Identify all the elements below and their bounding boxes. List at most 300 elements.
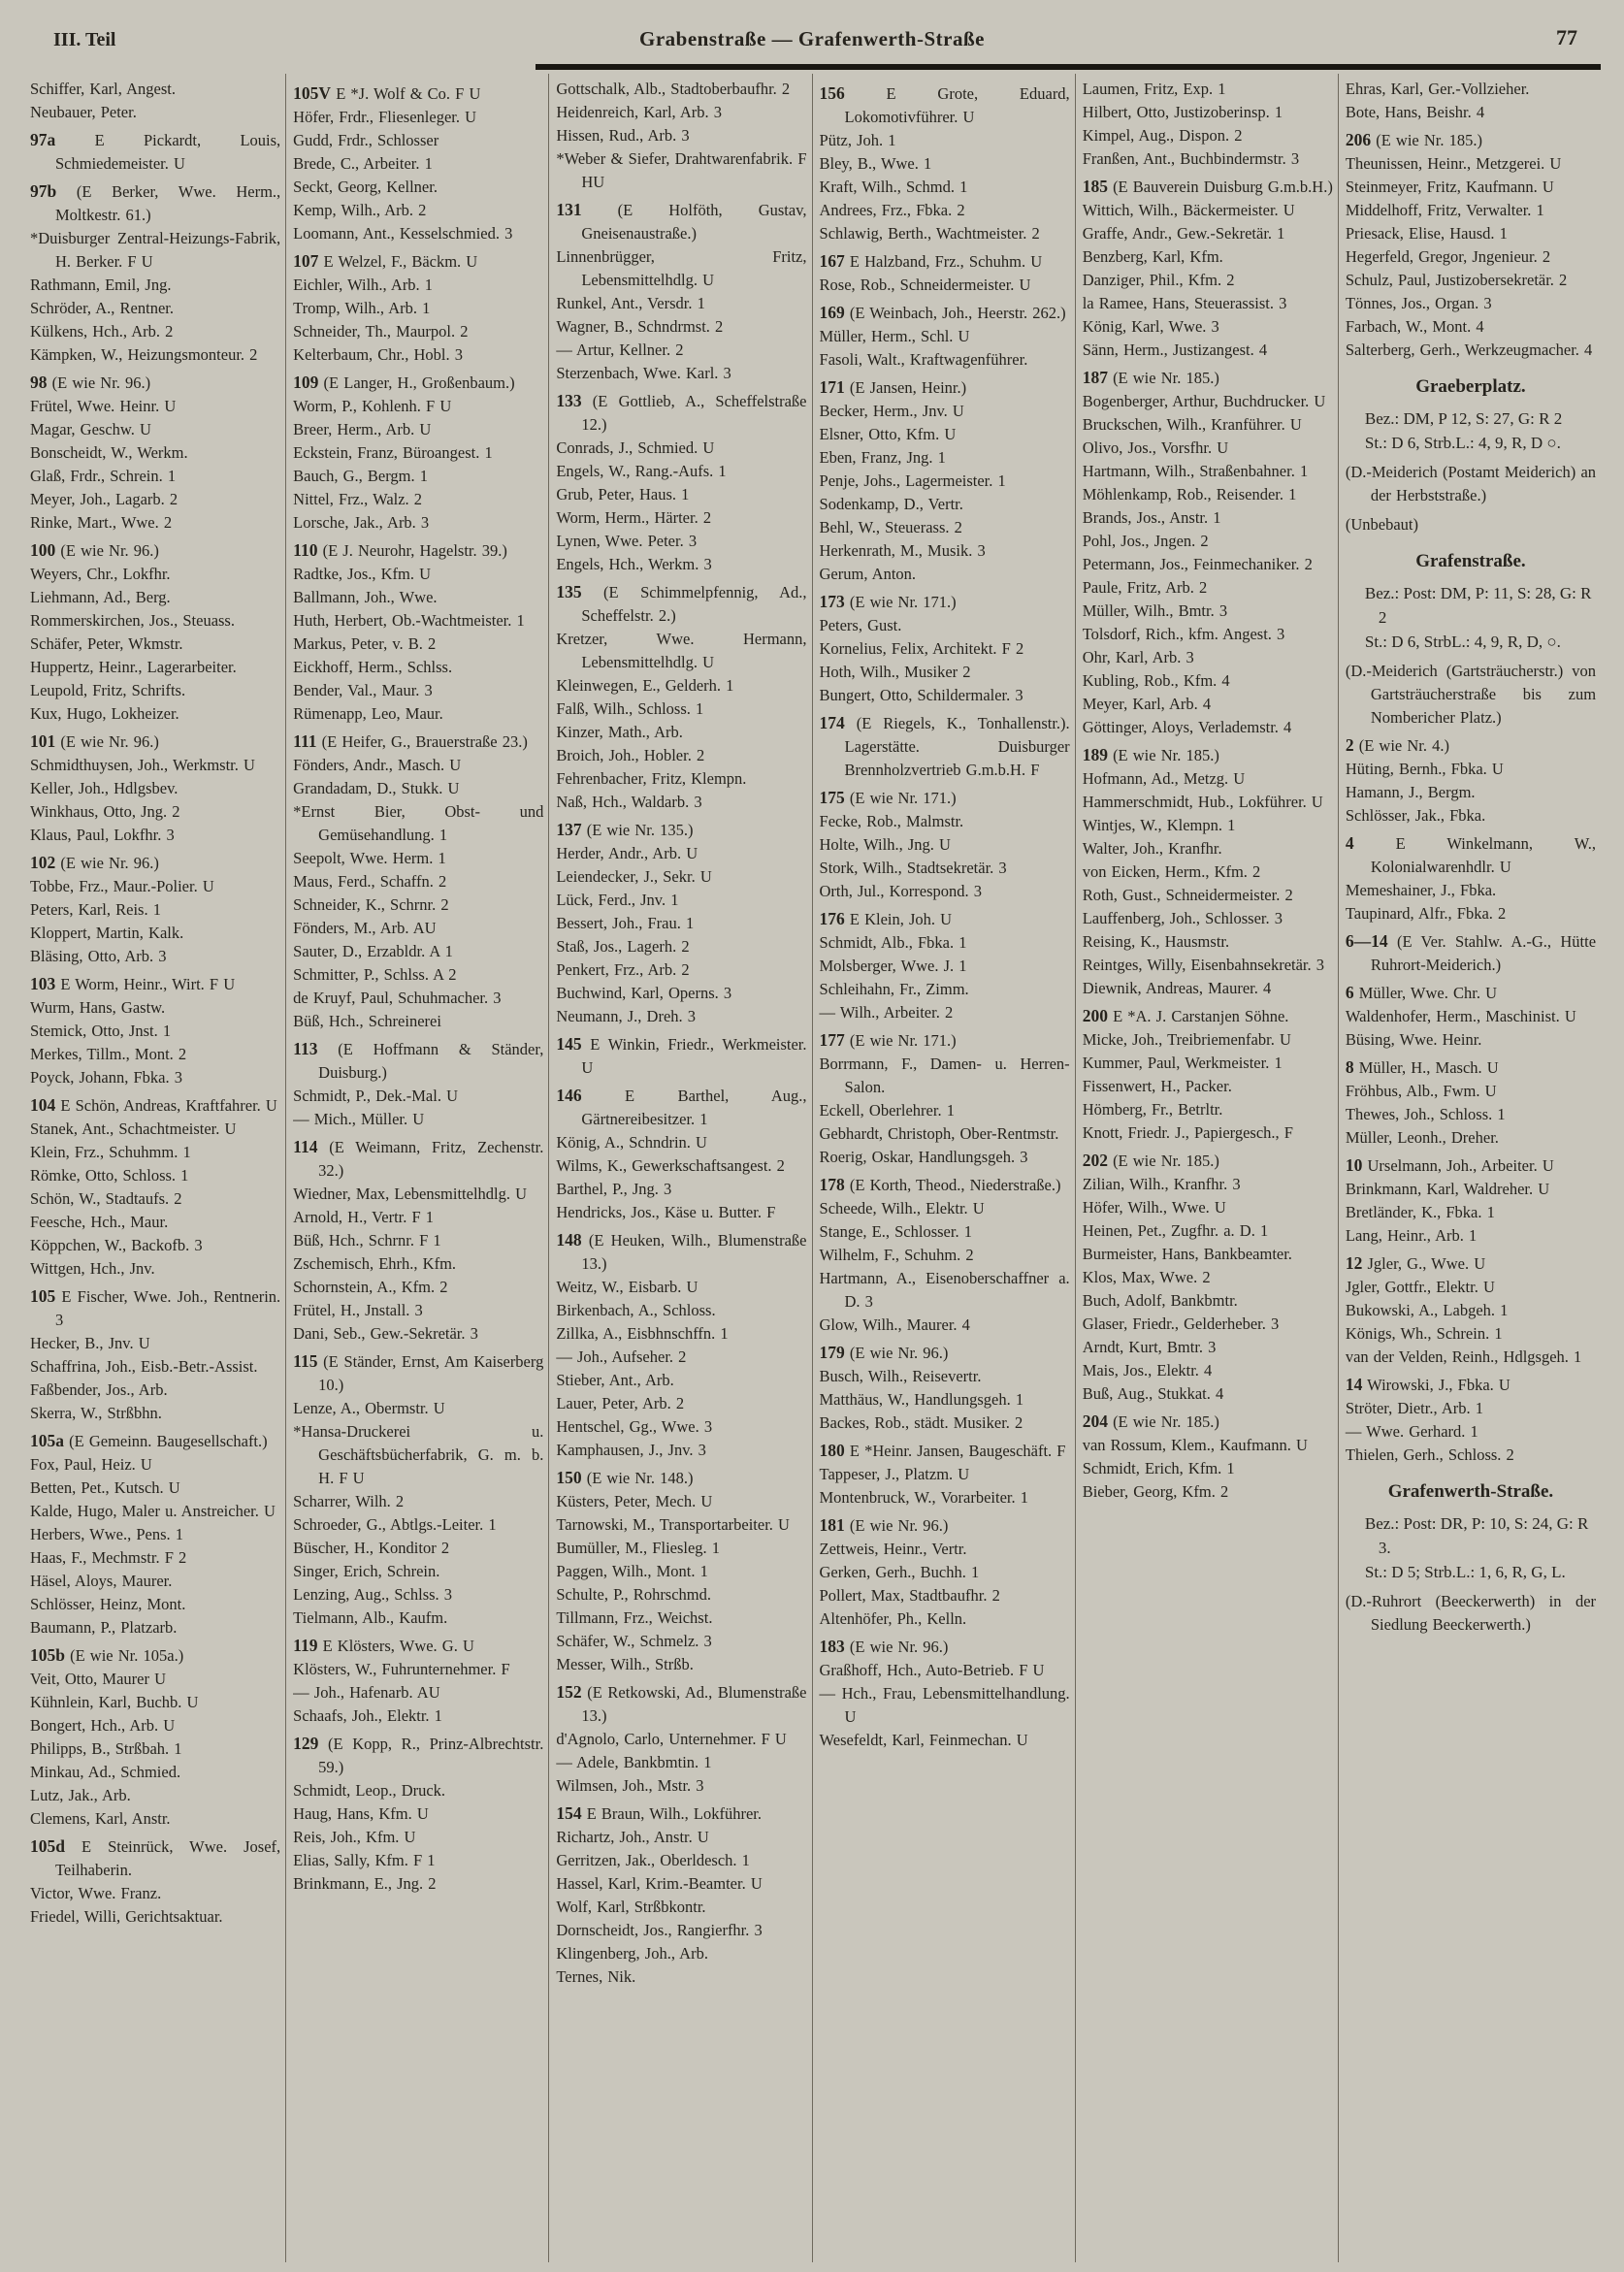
directory-entry: Herbers, Wwe., Pens. 1: [30, 1525, 184, 1543]
directory-entry: Haug, Hans, Kfm. U: [293, 1804, 429, 1823]
directory-entry: Arnold, H., Vertr. F 1: [293, 1208, 435, 1226]
directory-entry: Franßen, Ant., Buchbindermstr. 3: [1082, 149, 1300, 168]
directory-entry: Bläsing, Otto, Arb. 3: [30, 947, 167, 965]
directory-entry: van der Velden, Reinh., Hdlgsgeh. 1: [1345, 1347, 1582, 1366]
directory-entry: Minkau, Ad., Schmied.: [30, 1763, 181, 1781]
directory-entry: Markus, Peter, v. B. 2: [293, 634, 437, 653]
directory-entry: Hammerschmidt, Hub., Lokführer. U: [1082, 793, 1323, 811]
directory-entry: Müller, Leonh., Dreher.: [1345, 1128, 1499, 1147]
directory-entry: 135 (E Schimmelpfennig, Ad., Scheffelstr. 2.): [556, 582, 807, 625]
directory-entry: Taupinard, Alfr., Fbka. 2: [1345, 904, 1507, 923]
directory-entry: Brinkmann, E., Jng. 2: [293, 1874, 437, 1893]
directory-entry: Bley, B., Wwe. 1: [819, 154, 932, 173]
directory-entry: Grandadam, D., Stukk. U: [293, 779, 460, 797]
directory-entry: Schmitter, P., Schlss. A 2: [293, 965, 457, 984]
directory-entry: 146 E Barthel, Aug., Gärtnereibesitzer. 1: [556, 1086, 807, 1128]
directory-entry: Skerra, W., Strßbhn.: [30, 1404, 162, 1422]
directory-entry: Orth, Jul., Korrespond. 3: [819, 882, 983, 900]
directory-entry: Bauch, G., Bergm. 1: [293, 467, 428, 485]
directory-entry: — Hch., Frau, Lebensmittelhandlung. U: [819, 1684, 1070, 1726]
directory-entry: *Duisburger Zentral-Heizungs-Fabrik, H. Berker. F U: [30, 229, 281, 271]
directory-entry: Becker, Herm., Jnv. U: [819, 402, 964, 420]
directory-entry: Schiffer, Karl, Angest.: [30, 80, 176, 98]
street-heading: Grafenwerth-Straße.: [1387, 1481, 1554, 1502]
directory-entry: Micke, Joh., Treibriemenfabr. U: [1082, 1030, 1291, 1049]
directory-entry: Fönders, M., Arb. AU: [293, 919, 437, 937]
street-meta: Bez.: Post: DR, P: 10, S: 24, G: R 3.: [1364, 1514, 1589, 1557]
directory-entry: Priesack, Elise, Hausd. 1: [1345, 224, 1508, 243]
page-header: [0, 0, 1624, 70]
directory-entry: Schlösser, Jak., Fbka.: [1345, 806, 1486, 825]
directory-entry: Wittich, Wilh., Bäckermeister. U: [1082, 201, 1295, 219]
directory-entry: Gerritzen, Jak., Oberldesch. 1: [556, 1851, 750, 1869]
directory-entry: Victor, Wwe. Franz.: [30, 1884, 162, 1902]
directory-entry: Eichler, Wilh., Arb. 1: [293, 276, 434, 294]
directory-entry: Memeshainer, J., Fbka.: [1345, 881, 1497, 899]
directory-entry: Bruckschen, Wilh., Kranführer. U: [1082, 415, 1302, 434]
directory-entry: Klaus, Paul, Lokfhr. 3: [30, 826, 175, 844]
directory-entry: Büscher, H., Konditor 2: [293, 1539, 450, 1557]
directory-entry: Hömberg, Fr., Betrltr.: [1082, 1100, 1223, 1119]
directory-entry: Hassel, Karl, Krim.-Beamter. U: [556, 1874, 763, 1893]
directory-entry: Kretzer, Wwe. Hermann, Lebensmittelhdlg. U: [556, 630, 807, 671]
directory-entry: Meyer, Karl, Arb. 4: [1082, 695, 1212, 713]
directory-entry: — Wwe. Gerhard. 1: [1345, 1422, 1478, 1441]
directory-entry: Wurm, Hans, Gastw.: [30, 998, 166, 1017]
column-1: [23, 74, 285, 2262]
directory-entry: Clemens, Karl, Anstr.: [30, 1809, 171, 1828]
directory-entry: Worm, P., Kohlenh. F U: [293, 397, 452, 415]
directory-entry: 154 E Braun, Wilh., Lokführer.: [556, 1803, 763, 1823]
directory-entry: Walter, Joh., Kranfhr.: [1082, 839, 1222, 858]
page-number: 77: [1556, 25, 1577, 49]
directory-entry: Worm, Herm., Härter. 2: [556, 508, 712, 527]
directory-entry: Müller, Herm., Schl. U: [819, 327, 970, 345]
directory-entry: — Joh., Aufseher. 2: [556, 1347, 687, 1366]
directory-entry: 110 (E J. Neurohr, Hagelstr. 39.): [293, 540, 507, 560]
directory-entry: Hartmann, Wilh., Straßenbahner. 1: [1082, 462, 1309, 480]
column-2: [285, 74, 548, 2262]
directory-entry: Brede, C., Arbeiter. 1: [293, 154, 433, 173]
directory-entry: Leupold, Fritz, Schrifts.: [30, 681, 186, 699]
directory-entry: Dornscheidt, Jos., Rangierfhr. 3: [556, 1921, 763, 1939]
directory-entry: Maus, Ferd., Schaffn. 2: [293, 872, 447, 891]
directory-entry: 115 (E Ständer, Ernst, Am Kaiserberg 10.): [293, 1351, 544, 1394]
directory-entry: 180 E *Heinr. Jansen, Baugeschäft. F: [819, 1441, 1066, 1460]
directory-entry: — Joh., Hafenarb. AU: [293, 1683, 440, 1702]
directory-columns: [0, 70, 1624, 2258]
directory-entry: Stanek, Ant., Schachtmeister. U: [30, 1120, 237, 1138]
directory-entry: Rommerskirchen, Jos., Steuass.: [30, 611, 235, 630]
directory-entry: Hegerfeld, Gregor, Jngenieur. 2: [1345, 247, 1551, 266]
directory-entry: Schlösser, Heinz, Mont.: [30, 1595, 186, 1613]
street-note: (D.-Meiderich (Gartsträucherstr.) von Gartsträucherstraße bis zum Nombericher Platz.): [1345, 662, 1597, 727]
directory-entry: 185 (E Bauverein Duisburg G.m.b.H.): [1082, 177, 1333, 196]
directory-entry: Huth, Herbert, Ob.-Wachtmeister. 1: [293, 611, 525, 630]
directory-entry: Schornstein, A., Kfm. 2: [293, 1278, 448, 1296]
directory-entry: Lenzing, Aug., Schlss. 3: [293, 1585, 453, 1604]
directory-entry: Sodenkamp, D., Vertr.: [819, 495, 963, 513]
directory-entry: Gottschalk, Alb., Stadtoberbaufhr. 2: [556, 80, 791, 98]
directory-entry: Veit, Otto, Maurer U: [30, 1670, 167, 1688]
directory-entry: Merkes, Tillm., Mont. 2: [30, 1045, 187, 1063]
directory-entry: Pütz, Joh. 1: [819, 131, 896, 149]
directory-entry: Paggen, Wilh., Mont. 1: [556, 1562, 708, 1580]
directory-entry: Burmeister, Hans, Bankbeamter.: [1082, 1245, 1292, 1263]
directory-entry: 176 E Klein, Joh. U: [819, 909, 953, 928]
directory-entry: Hendricks, Jos., Käse u. Butter. F: [556, 1203, 776, 1221]
directory-entry: Schneider, Th., Maurpol. 2: [293, 322, 469, 341]
directory-entry: 177 (E wie Nr. 171.): [819, 1030, 957, 1050]
directory-entry: Bongert, Hch., Arb. U: [30, 1716, 176, 1735]
directory-entry: Eickhoff, Herm., Schlss.: [293, 658, 453, 676]
directory-entry: Fröhbus, Alb., Fwm. U: [1345, 1082, 1497, 1100]
directory-entry: Backes, Rob., städt. Musiker. 2: [819, 1413, 1023, 1432]
directory-entry: Lang, Heinr., Arb. 1: [1345, 1226, 1478, 1245]
directory-entry: de Kruyf, Paul, Schuhmacher. 3: [293, 989, 502, 1007]
directory-entry: Bungert, Otto, Schildermaler. 3: [819, 686, 1023, 704]
directory-entry: Tappeser, J., Platzm. U: [819, 1465, 970, 1483]
directory-entry: Barthel, P., Jng. 3: [556, 1180, 672, 1198]
directory-entry: Singer, Erich, Schrein.: [293, 1562, 440, 1580]
directory-entry: Schulz, Paul, Justizobersekretär. 2: [1345, 271, 1568, 289]
directory-entry: Zschemisch, Ehrh., Kfm.: [293, 1254, 457, 1273]
directory-entry: Tarnowski, M., Transportarbeiter. U: [556, 1515, 790, 1534]
directory-entry: Peters, Karl, Reis. 1: [30, 900, 161, 919]
directory-entry: Brands, Jos., Anstr. 1: [1082, 508, 1221, 527]
directory-entry: Knott, Friedr. J., Papiergesch., F: [1082, 1123, 1293, 1142]
directory-entry: 200 E *A. J. Carstanjen Söhne.: [1082, 1006, 1289, 1025]
directory-entry: Seckt, Georg, Kellner.: [293, 178, 438, 196]
directory-entry: Sänn, Herm., Justizangest. 4: [1082, 341, 1268, 359]
directory-entry: Radtke, Jos., Kfm. U: [293, 565, 432, 583]
directory-entry: Herkenrath, M., Musik. 3: [819, 541, 986, 560]
directory-entry: Herder, Andr., Arb. U: [556, 844, 698, 862]
directory-entry: Bonscheidt, W., Werkm.: [30, 443, 188, 462]
directory-entry: Häsel, Aloys, Maurer.: [30, 1572, 173, 1590]
directory-entry: Kemp, Wilh., Arb. 2: [293, 201, 427, 219]
street-meta: St.: D 5; Strb.L.: 1, 6, R, G, L.: [1364, 1563, 1566, 1581]
directory-entry: Lauffenberg, Joh., Schlosser. 3: [1082, 909, 1283, 927]
directory-entry: 105a (E Gemeinn. Baugesellschaft.): [30, 1431, 268, 1450]
directory-entry: Müller, Wilh., Bmtr. 3: [1082, 601, 1228, 620]
directory-entry: Schulte, P., Rohrschmd.: [556, 1585, 712, 1604]
directory-entry: Rose, Rob., Schneidermeister. U: [819, 276, 1031, 294]
directory-entry: 187 (E wie Nr. 185.): [1082, 368, 1219, 387]
street-heading: Graeberplatz.: [1415, 376, 1526, 397]
directory-entry: Kinzer, Math., Arb.: [556, 723, 683, 741]
directory-entry: Richartz, Joh., Anstr. U: [556, 1828, 709, 1846]
directory-entry: Klein, Frz., Schuhmm. 1: [30, 1143, 191, 1161]
directory-entry: 131 (E Holföth, Gustav, Gneisenaustraße.): [556, 200, 807, 243]
directory-entry: König, A., Schndrin. U: [556, 1133, 707, 1152]
directory-entry: Theunissen, Heinr., Metzgerei. U: [1345, 154, 1562, 173]
directory-entry: Nittel, Frz., Walz. 2: [293, 490, 423, 508]
directory-entry: Arndt, Kurt, Bmtr. 3: [1082, 1338, 1217, 1356]
directory-entry: Reis, Joh., Kfm. U: [293, 1828, 416, 1846]
directory-entry: Tobbe, Frz., Maur.-Polier. U: [30, 877, 214, 895]
directory-entry: Stork, Wilh., Stadtsekretär. 3: [819, 859, 1007, 877]
directory-entry: Kämpken, W., Heizungsmonteur. 2: [30, 345, 258, 364]
directory-entry: 150 (E wie Nr. 148.): [556, 1468, 694, 1487]
directory-entry: Gudd, Frdr., Schlosser: [293, 131, 439, 149]
directory-entry: Stemick, Otto, Jnst. 1: [30, 1022, 172, 1040]
directory-entry: d'Agnolo, Carlo, Unternehmer. F U: [556, 1730, 787, 1748]
directory-entry: Klösters, W., Fuhrunternehmer. F: [293, 1660, 510, 1678]
directory-entry: Schmidt, P., Dek.-Mal. U: [293, 1087, 459, 1105]
directory-entry: Steinmeyer, Fritz, Kaufmann. U: [1345, 178, 1554, 196]
directory-entry: Wilmsen, Joh., Mstr. 3: [556, 1776, 704, 1795]
directory-entry: 98 (E wie Nr. 96.): [30, 373, 151, 392]
directory-entry: Schmidt, Leop., Druck.: [293, 1781, 446, 1800]
directory-entry: Glow, Wilh., Maurer. 4: [819, 1315, 970, 1334]
directory-entry: Buchwind, Karl, Operns. 3: [556, 984, 732, 1002]
directory-entry: Staß, Jos., Lagerh. 2: [556, 937, 690, 956]
directory-entry: Kornelius, Felix, Architekt. F 2: [819, 639, 1024, 658]
directory-entry: 189 (E wie Nr. 185.): [1082, 745, 1219, 764]
directory-entry: Montenbruck, W., Vorarbeiter. 1: [819, 1488, 1029, 1507]
directory-entry: Mais, Jos., Elektr. 4: [1082, 1361, 1213, 1379]
directory-entry: Danziger, Phil., Kfm. 2: [1082, 271, 1235, 289]
directory-entry: Schroeder, G., Abtlgs.-Leiter. 1: [293, 1515, 497, 1534]
directory-entry: Olivo, Jos., Vorsfhr. U: [1082, 438, 1229, 457]
directory-entry: Kummer, Paul, Werkmeister. 1: [1082, 1054, 1283, 1072]
directory-entry: 97a E Pickardt, Louis, Schmiedemeister. U: [30, 130, 281, 173]
directory-entry: Höfer, Wilh., Wwe. U: [1082, 1198, 1226, 1217]
directory-entry: Conrads, J., Schmied. U: [556, 438, 715, 457]
directory-entry: Tromp, Wilh., Arb. 1: [293, 299, 431, 317]
street-note: (Unbebaut): [1345, 515, 1418, 534]
directory-entry: 109 (E Langer, H., Großenbaum.): [293, 373, 515, 392]
directory-entry: Hentschel, Gg., Wwe. 3: [556, 1417, 713, 1436]
directory-entry: Busch, Wilh., Reisevertr.: [819, 1367, 982, 1385]
directory-entry: Eckell, Oberlehrer. 1: [819, 1101, 955, 1120]
directory-entry: Wiedner, Max, Lebensmittelhdlg. U: [293, 1185, 528, 1203]
street-meta: St.: D 6, Strb.L.: 4, 9, R, D ○.: [1364, 434, 1561, 452]
street-meta: Bez.: Post: DM, P: 11, S: 28, G: R 2: [1364, 584, 1592, 627]
directory-entry: Falß, Wilh., Schloss. 1: [556, 699, 704, 718]
directory-entry: Linnenbrügger, Fritz, Lebensmittelhdlg. U: [556, 247, 807, 289]
directory-entry: Thielen, Gerh., Schloss. 2: [1345, 1445, 1514, 1464]
directory-entry: 105V E *J. Wolf & Co. F U: [293, 83, 481, 103]
directory-entry: Wintjes, W., Klempn. 1: [1082, 816, 1236, 834]
directory-entry: Penkert, Frz., Arb. 2: [556, 960, 690, 979]
directory-entry: Fasoli, Walt., Kraftwagenführer.: [819, 350, 1028, 369]
directory-entry: — Artur, Kellner. 2: [556, 341, 684, 359]
directory-entry: Schlawig, Berth., Wachtmeister. 2: [819, 224, 1040, 243]
directory-entry: Ströter, Dietr., Arb. 1: [1345, 1399, 1483, 1417]
directory-entry: Scheede, Wilh., Elektr. U: [819, 1199, 985, 1217]
directory-entry: Ehras, Karl, Ger.-Vollzieher.: [1345, 80, 1530, 98]
directory-entry: Weitz, W., Eisbarb. U: [556, 1278, 698, 1296]
directory-entry: Heidenreich, Karl, Arb. 3: [556, 103, 723, 121]
directory-entry: Lück, Ferd., Jnv. 1: [556, 891, 679, 909]
directory-entry: Buß, Aug., Stukkat. 4: [1082, 1384, 1224, 1403]
directory-entry: 206 (E wie Nr. 185.): [1345, 130, 1483, 149]
directory-entry: Wilms, K., Gewerkschaftsangest. 2: [556, 1156, 785, 1175]
directory-entry: Waldenhofer, Herm., Maschinist. U: [1345, 1007, 1576, 1025]
directory-entry: Rathmann, Emil, Jng.: [30, 276, 172, 294]
directory-entry: Frütel, H., Jnstall. 3: [293, 1301, 423, 1319]
directory-entry: Grub, Peter, Haus. 1: [556, 485, 690, 503]
directory-entry: 102 (E wie Nr. 96.): [30, 853, 159, 872]
directory-entry: Glaser, Friedr., Gelderheber. 3: [1082, 1315, 1280, 1333]
directory-entry: 129 (E Kopp, R., Prinz-Albrechtstr. 59.): [293, 1734, 544, 1776]
directory-entry: Reintges, Willy, Eisenbahnsekretär. 3: [1082, 956, 1325, 974]
directory-entry: Tönnes, Jos., Organ. 3: [1345, 294, 1492, 312]
directory-entry: Bogenberger, Arthur, Buchdrucker. U: [1082, 392, 1326, 410]
directory-entry: Graffe, Andr., Gew.-Sekretär. 1: [1082, 224, 1285, 243]
directory-entry: Bieber, Georg, Kfm. 2: [1082, 1482, 1229, 1501]
directory-entry: Zilian, Wilh., Kranfhr. 3: [1082, 1175, 1241, 1193]
directory-entry: Baumann, P., Platzarb.: [30, 1618, 178, 1637]
directory-entry: Farbach, W., Mont. 4: [1345, 317, 1484, 336]
directory-entry: Dani, Seb., Gew.-Sekretär. 3: [293, 1324, 478, 1343]
directory-entry: Wilhelm, F., Schuhm. 2: [819, 1246, 974, 1264]
directory-entry: Elsner, Otto, Kfm. U: [819, 425, 957, 443]
directory-entry: 103 E Worm, Heinr., Wirt. F U: [30, 974, 236, 993]
directory-entry: Möhlenkamp, Rob., Reisender. 1: [1082, 485, 1297, 503]
directory-entry: 167 E Halzband, Frz., Schuhm. U: [819, 251, 1043, 271]
directory-entry: 105d E Steinrück, Wwe. Josef, Teilhaberin.: [30, 1836, 281, 1879]
directory-entry: Lenze, A., Obermstr. U: [293, 1399, 445, 1417]
directory-entry: Lynen, Wwe. Peter. 3: [556, 532, 698, 550]
directory-entry: Borrmann, F., Damen- u. Herren-Salon.: [819, 1055, 1070, 1096]
directory-entry: Broich, Joh., Hobler. 2: [556, 746, 705, 764]
directory-entry: Kalde, Hugo, Maler u. Anstreicher. U: [30, 1502, 276, 1520]
directory-entry: Schleihahn, Fr., Zimm.: [819, 980, 969, 998]
directory-entry: Römke, Otto, Schloss. 1: [30, 1166, 189, 1185]
directory-entry: Schröder, A., Rentner.: [30, 299, 174, 317]
directory-entry: Schneider, K., Schrnr. 2: [293, 895, 449, 914]
column-6: [1338, 74, 1601, 2262]
directory-entry: — Adele, Bankbmtin. 1: [556, 1753, 712, 1771]
directory-entry: Runkel, Ant., Versdr. 1: [556, 294, 705, 312]
street-note: (D.-Meiderich (Postamt Meiderich) an der Herbststraße.): [1345, 463, 1597, 504]
street-note: (D.-Ruhrort (Beeckerwerth) in der Siedlung Beeckerwerth.): [1345, 1592, 1597, 1634]
directory-entry: Laumen, Fritz, Exp. 1: [1082, 80, 1226, 98]
directory-entry: Schmidthuysen, Joh., Werkmstr. U: [30, 756, 255, 774]
directory-entry: Elias, Sally, Kfm. F 1: [293, 1851, 436, 1869]
directory-entry: Eckstein, Franz, Büroangest. 1: [293, 443, 493, 462]
directory-entry: Lutz, Jak., Arb.: [30, 1786, 131, 1804]
directory-entry: Jgler, Gottfr., Elektr. U: [1345, 1278, 1495, 1296]
directory-entry: 101 (E wie Nr. 96.): [30, 731, 159, 751]
directory-entry: Naß, Hch., Waldarb. 3: [556, 793, 702, 811]
header-rule: [536, 64, 1601, 70]
directory-entry: von Eicken, Herm., Kfm. 2: [1082, 862, 1261, 881]
directory-entry: Roerig, Oskar, Handlungsgeh. 3: [819, 1148, 1028, 1166]
directory-entry: Kühnlein, Karl, Buchb. U: [30, 1693, 199, 1711]
directory-entry: Benzberg, Karl, Kfm.: [1082, 247, 1223, 266]
directory-entry: Thewes, Joh., Schloss. 1: [1345, 1105, 1506, 1123]
directory-entry: Köppchen, W., Backofb. 3: [30, 1236, 203, 1254]
directory-entry: Kleinwegen, E., Gelderh. 1: [556, 676, 734, 695]
directory-entry: 145 E Winkin, Friedr., Werkmeister. U: [556, 1034, 807, 1077]
directory-entry: Bessert, Joh., Frau. 1: [556, 914, 695, 932]
directory-entry: Hilbert, Otto, Justizoberinsp. 1: [1082, 103, 1283, 121]
directory-entry: Reising, K., Hausmstr.: [1082, 932, 1230, 951]
directory-entry: 4 E Winkelmann, W., Kolonialwarenhdlr. U: [1345, 833, 1597, 876]
directory-entry: Weyers, Chr., Lokfhr.: [30, 565, 171, 583]
directory-entry: 181 (E wie Nr. 96.): [819, 1515, 949, 1535]
directory-entry: Schmidt, Erich, Kfm. 1: [1082, 1459, 1235, 1477]
directory-entry: Bretländer, K., Fbka. 1: [1345, 1203, 1495, 1221]
directory-entry: Poyck, Johann, Fbka. 3: [30, 1068, 182, 1087]
directory-entry: 202 (E wie Nr. 185.): [1082, 1151, 1219, 1170]
directory-entry: Neubauer, Peter.: [30, 103, 137, 121]
directory-entry: *Hansa-Druckerei u. Geschäftsbücherfabrik, G. m. b. H. F U: [293, 1422, 544, 1487]
street-heading: Grafenstraße.: [1415, 551, 1526, 571]
directory-entry: Winkhaus, Otto, Jng. 2: [30, 802, 180, 821]
column-4: [812, 74, 1075, 2262]
directory-entry: Pollert, Max, Stadtbaufhr. 2: [819, 1586, 1000, 1605]
directory-entry: 175 (E wie Nr. 171.): [819, 788, 957, 807]
directory-entry: 6—14 (E Ver. Stahlw. A.-G., Hütte Ruhrort-Meiderich.): [1345, 931, 1597, 974]
directory-entry: Betten, Pet., Kutsch. U: [30, 1478, 180, 1497]
directory-entry: Seepolt, Wwe. Herm. 1: [293, 849, 446, 867]
directory-entry: Andrees, Frz., Fbka. 2: [819, 201, 965, 219]
directory-entry: 137 (E wie Nr. 135.): [556, 820, 694, 839]
directory-entry: Wolf, Karl, Strßbkontr.: [556, 1898, 706, 1916]
directory-entry: Fönders, Andr., Masch. U: [293, 756, 462, 774]
directory-entry: 148 (E Heuken, Wilh., Blumenstraße 13.): [556, 1230, 807, 1273]
directory-entry: Sterzenbach, Wwe. Karl. 3: [556, 364, 731, 382]
directory-entry: Neumann, J., Dreh. 3: [556, 1007, 697, 1025]
directory-entry: Scharrer, Wilh. 2: [293, 1492, 405, 1510]
directory-entry: Rümenapp, Leo, Maur.: [293, 704, 443, 723]
directory-entry: 14 Wirowski, J., Fbka. U: [1345, 1375, 1510, 1394]
directory-entry: 204 (E wie Nr. 185.): [1082, 1412, 1219, 1431]
directory-entry: Hüting, Bernh., Fbka. U: [1345, 760, 1504, 778]
directory-entry: Kamphausen, J., Jnv. 3: [556, 1441, 706, 1459]
directory-entry: Tillmann, Frz., Weichst.: [556, 1608, 713, 1627]
directory-entry: 133 (E Gottlieb, A., Scheffelstraße 12.): [556, 391, 807, 434]
directory-entry: Eben, Franz, Jng. 1: [819, 448, 946, 467]
directory-entry: Faßbender, Jos., Arb.: [30, 1380, 168, 1399]
directory-entry: König, Karl, Wwe. 3: [1082, 317, 1219, 336]
directory-entry: Haas, F., Mechmstr. F 2: [30, 1548, 187, 1567]
directory-entry: — Wilh., Arbeiter. 2: [819, 1003, 954, 1022]
directory-entry: 152 (E Retkowski, Ad., Blumenstraße 13.): [556, 1682, 807, 1725]
street-meta: St.: D 6, StrbL.: 4, 9, R, D, ○.: [1364, 633, 1561, 651]
directory-entry: Bender, Val., Maur. 3: [293, 681, 433, 699]
directory-entry: 169 (E Weinbach, Joh., Heerstr. 262.): [819, 303, 1066, 322]
directory-entry: Diewnik, Andreas, Maurer. 4: [1082, 979, 1272, 997]
directory-entry: 174 (E Riegels, K., Tonhallenstr.). Lagerstätte. Duisburger Brennholzvertrieb G.m.b.H. F: [819, 713, 1070, 779]
directory-entry: Büsing, Wwe. Heinr.: [1345, 1030, 1482, 1049]
column-5: [1075, 74, 1338, 2262]
directory-entry: Hoth, Wilh., Musiker 2: [819, 663, 971, 681]
directory-entry: la Ramee, Hans, Steuerassist. 3: [1082, 294, 1287, 312]
directory-entry: Wesefeldt, Karl, Feinmechan. U: [819, 1731, 1028, 1749]
directory-entry: Bukowski, A., Labgeh. 1: [1345, 1301, 1509, 1319]
directory-entry: Leiendecker, J., Sekr. U: [556, 867, 712, 886]
directory-entry: Philipps, B., Strßbah. 1: [30, 1739, 182, 1758]
directory-entry: Kimpel, Aug., Dispon. 2: [1082, 126, 1243, 145]
directory-entry: Schaffrina, Joh., Eisb.-Betr.-Assist.: [30, 1357, 258, 1376]
directory-entry: Huppertz, Heinr., Lagerarbeiter.: [30, 658, 237, 676]
directory-entry: Tolsdorf, Rich., kfm. Angest. 3: [1082, 625, 1285, 643]
directory-entry: Molsberger, Wwe. J. 1: [819, 957, 967, 975]
directory-entry: Stieber, Ant., Arb.: [556, 1371, 674, 1389]
directory-entry: 173 (E wie Nr. 171.): [819, 592, 957, 611]
directory-entry: Rinke, Mart., Wwe. 2: [30, 513, 173, 532]
directory-entry: Schmidt, Alb., Fbka. 1: [819, 933, 967, 952]
directory-entry: Hartmann, A., Eisenoberschaffner a. D. 3: [819, 1269, 1070, 1311]
directory-entry: Fecke, Rob., Malmstr.: [819, 812, 964, 830]
directory-entry: Gebhardt, Christoph, Ober-Rentmstr.: [819, 1124, 1059, 1143]
